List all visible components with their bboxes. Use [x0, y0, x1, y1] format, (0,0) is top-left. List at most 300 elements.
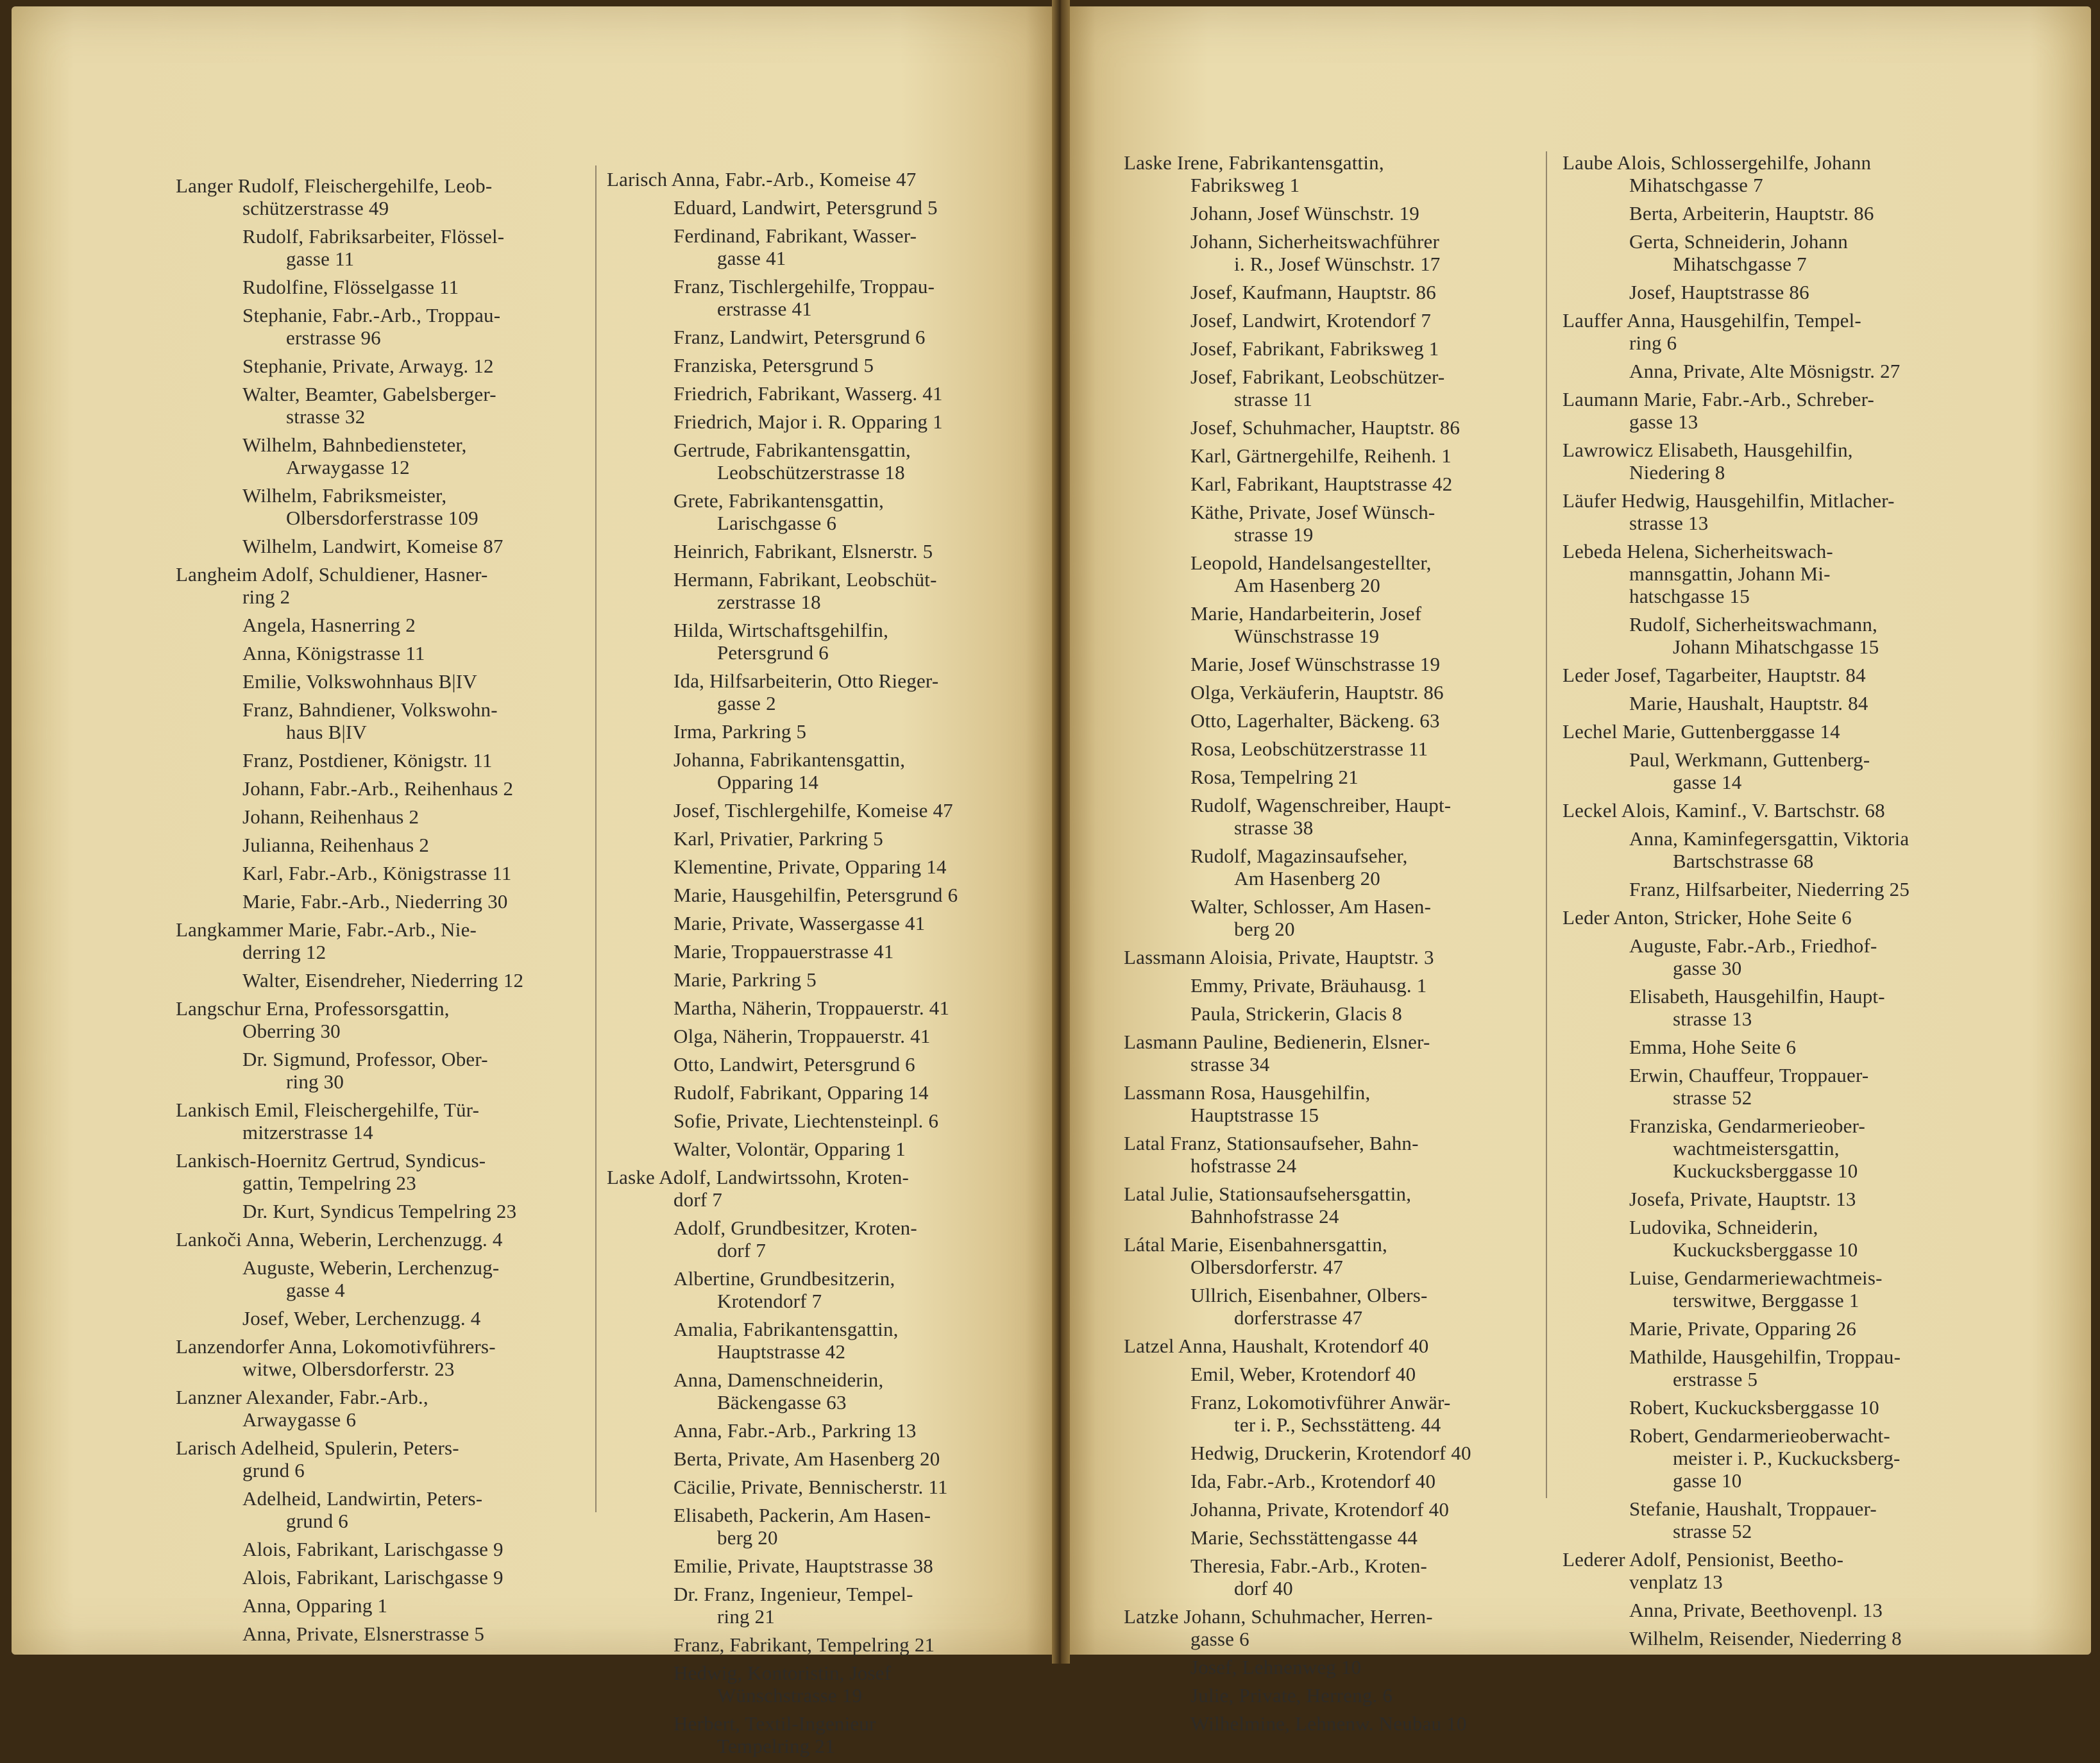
entry-continuation: ring 2 [242, 586, 291, 608]
directory-entry [1124, 473, 1534, 495]
entry-line: Wilhelm, Bahnbediensteter, [242, 434, 467, 456]
entry-line: Julianna, Reihenhaus 2 [242, 834, 430, 856]
entry-continuation: terswitwe, Berggasse 1 [1673, 1289, 1859, 1312]
directory-entry [1562, 906, 1973, 929]
entry-line: Leder Josef, Tagarbeiter, Hauptstr. 84 [1562, 664, 1866, 686]
directory-entry [607, 1712, 1017, 1757]
entry-line: Larisch Adelheid, Spulerin, Peters- [176, 1437, 459, 1459]
entry-line: Karl, Fabr.-Arb., Königstrasse 11 [242, 862, 512, 884]
directory-entry [607, 884, 1017, 906]
entry-line: Franz, Bahndiener, Volkswohn- [242, 698, 498, 721]
directory-entry [1562, 202, 1973, 224]
entry-line: Anna, Königstrasse 11 [242, 642, 425, 664]
entry-line: Lawrowicz Elisabeth, Hausgehilfin, [1562, 439, 1853, 461]
directory-entry [176, 225, 586, 270]
directory-entry [176, 1048, 586, 1093]
directory-entry [1124, 738, 1534, 760]
directory-entry [176, 642, 586, 664]
directory-entry [1124, 1605, 1534, 1650]
directory-entry [1124, 1470, 1534, 1492]
entry-line: Ida, Fabr.-Arb., Krotendorf 40 [1190, 1470, 1436, 1492]
entry-continuation: gasse 11 [286, 248, 355, 270]
entry-line: Johanna, Fabrikantensgattin, [673, 748, 906, 771]
entry-continuation: Wünschstrasse 19 [717, 1684, 863, 1707]
entry-continuation: Niedering 8 [1629, 461, 1725, 484]
entry-line: Lankisch Emil, Fleischergehilfe, Tür- [176, 1099, 480, 1121]
entry-continuation: ring 6 [1629, 332, 1677, 354]
entry-line: Cäcilie, Private, Bennischerstr. 11 [673, 1476, 948, 1498]
entry-continuation: gasse 14 [1673, 771, 1742, 793]
entry-line: Ludovika, Schneiderin, [1629, 1216, 1818, 1238]
entry-continuation: Olbersdorferstr. 47 [1190, 1256, 1343, 1278]
entry-line: Josef, Fabrikant, Leobschützer- [1190, 366, 1445, 388]
entry-line: Laube Alois, Schlossergehilfe, Johann [1562, 151, 1872, 174]
directory-entry [1124, 309, 1534, 332]
entry-continuation: gasse 41 [717, 247, 786, 269]
entry-line: Marie, Fabr.-Arb., Niederring 30 [242, 890, 508, 913]
entry-line: Josef, Lehnenweg 10 [1190, 1656, 1362, 1678]
entry-continuation: strasse 38 [1234, 816, 1314, 839]
entry-continuation: i. R., Josef Wünschstr. 17 [1234, 253, 1441, 275]
entry-line: Marie, Private, Wassergasse 41 [673, 912, 926, 934]
directory-entry [1562, 692, 1973, 714]
entry-line: Wilhelm, Reisender, Niederring 8 [1629, 1627, 1902, 1649]
entry-line: Johann, Reihenhaus 2 [242, 806, 419, 828]
entry-continuation: wachtmeistersgattin, [1673, 1137, 1840, 1160]
directory-entry [1124, 794, 1534, 839]
entry-line: Otto, Lagerhalter, Bäckeng. 63 [1190, 709, 1440, 732]
entry-line: Wilhelm, Landwirt, Komeise 87 [242, 535, 504, 557]
entry-line: Angela, Hasnerring 2 [242, 614, 416, 636]
directory-entry [1562, 360, 1973, 382]
entry-line: Dr. Franz, Ingenieur, Tempel- [673, 1583, 913, 1605]
entry-line: Franziska, Petersgrund 5 [673, 354, 874, 376]
directory-entry [1562, 720, 1973, 743]
entry-line: Marie, Hausgehilfin, Petersgrund 6 [673, 884, 958, 906]
directory-entry [1562, 309, 1973, 354]
directory-entry [176, 1437, 586, 1481]
directory-entry [176, 1566, 586, 1589]
entry-line: Amalia, Fabrikantensgattin, [673, 1318, 899, 1340]
directory-entry [1124, 366, 1534, 410]
entry-continuation: Bäckengasse 63 [717, 1391, 847, 1413]
entry-line: Elisabeth, Hausgehilfin, Haupt- [1629, 985, 1885, 1008]
entry-continuation: strasse 11 [1234, 388, 1313, 410]
entry-line: Leopold, Handelsangestellter, [1190, 552, 1432, 574]
directory-entry [176, 890, 586, 913]
directory-entry [607, 1053, 1017, 1076]
entry-line: Walter, Eisendreher, Niederring 12 [242, 969, 524, 991]
entry-continuation: Bahnhofstrasse 24 [1190, 1205, 1339, 1227]
entry-line: Ullrich, Eisenbahner, Olbers- [1190, 1284, 1428, 1306]
directory-entry [607, 382, 1017, 405]
directory-entry [1562, 1267, 1973, 1312]
directory-entry [176, 1594, 586, 1617]
entry-line: Paul, Werkmann, Guttenberg- [1629, 748, 1870, 771]
entry-line: Latzke Johann, Schuhmacher, Herren- [1124, 1605, 1433, 1628]
entry-continuation: berg 20 [717, 1526, 778, 1549]
directory-entry [1124, 1391, 1534, 1436]
entry-line: Eduard, Landwirt, Petersgrund 5 [673, 196, 938, 219]
entry-line: Sofie, Private, Liechtensteinpl. 6 [673, 1109, 939, 1132]
entry-line: Berta, Arbeiterin, Hauptstr. 86 [1629, 202, 1874, 224]
entry-continuation: gasse 13 [1629, 410, 1698, 433]
entry-continuation: strasse 13 [1629, 512, 1709, 534]
entry-continuation: haus B|IV [286, 721, 367, 743]
directory-entry [607, 1318, 1017, 1363]
directory-entry [1562, 388, 1973, 433]
entry-line: Theresia, Fabr.-Arb., Kroten- [1190, 1555, 1428, 1577]
entry-line: Wilhelm, Fabriksmeister, [242, 484, 447, 507]
entry-line: Josef, Landwirt, Krotendorf 7 [1190, 309, 1432, 332]
entry-line: Robert, Gendarmerieoberwacht- [1629, 1424, 1890, 1447]
directory-entry [1562, 1424, 1973, 1492]
entry-continuation: zerstrasse 18 [717, 591, 821, 613]
directory-entry [1124, 230, 1534, 275]
entry-line: Josef, Fabrikant, Fabriksweg 1 [1190, 337, 1439, 360]
entry-line: Marie, Josef Wünschstrasse 19 [1190, 653, 1441, 675]
directory-column-4 [1562, 151, 1973, 1655]
directory-entry [1124, 1555, 1534, 1599]
entry-continuation: derring 12 [242, 941, 326, 963]
entry-continuation: Leobschützerstrasse 18 [717, 461, 905, 484]
directory-entry [607, 1504, 1017, 1549]
entry-line: Dr. Kurt, Syndicus Tempelring 23 [242, 1200, 517, 1222]
entry-line: Hedwig, Druckerin, Krotendorf 40 [1190, 1442, 1471, 1464]
entry-line: Rudolf, Fabrikant, Opparing 14 [673, 1081, 929, 1104]
entry-continuation: schützerstrasse 49 [242, 197, 389, 219]
directory-entry [176, 1307, 586, 1329]
directory-entry [607, 540, 1017, 562]
entry-continuation: gasse 4 [286, 1279, 345, 1301]
entry-line: Julie, Private, Herreng. 6 [1190, 1684, 1393, 1707]
entry-line: Latal Julie, Stationsaufsehersgattin, [1124, 1183, 1412, 1205]
entry-line: Lanzendorfer Anna, Lokomotivführers- [176, 1335, 496, 1358]
directory-entry [607, 326, 1017, 348]
directory-entry [176, 304, 586, 349]
directory-entry [176, 383, 586, 428]
directory-entry [1562, 439, 1973, 484]
entry-continuation: Kuckucksberggasse 10 [1673, 1238, 1858, 1261]
directory-entry [1124, 1081, 1534, 1126]
entry-line: Anna, Private, Alte Mösnigstr. 27 [1629, 360, 1901, 382]
entry-line: Emil, Weber, Krotendorf 40 [1190, 1363, 1416, 1385]
entry-line: Karl, Gärtnergehilfe, Reihenh. 1 [1190, 444, 1452, 467]
entry-line: Langschur Erna, Professorsgattin, [176, 997, 450, 1020]
entry-line: Anna, Fabr.-Arb., Parkring 13 [673, 1419, 917, 1442]
directory-entry [1562, 613, 1973, 658]
entry-line: Latal Franz, Stationsaufseher, Bahn- [1124, 1132, 1419, 1154]
entry-line: Herbert, Textil-Ingenieur [673, 1712, 876, 1735]
entry-line: Lassmann Rosa, Hausgehilfin, [1124, 1081, 1371, 1104]
entry-line: Laske Adolf, Landwirtssohn, Kroten- [607, 1166, 910, 1188]
directory-entry [1124, 1335, 1534, 1357]
directory-entry [1562, 934, 1973, 979]
directory-column-1 [176, 174, 586, 1651]
directory-entry [1562, 1345, 1973, 1390]
directory-entry [607, 940, 1017, 963]
entry-continuation: Am Hasenberg 20 [1234, 574, 1380, 596]
entry-line: Franziska, Gendarmerieober- [1629, 1115, 1865, 1137]
directory-entry [607, 224, 1017, 269]
directory-entry [607, 489, 1017, 534]
entry-line: Josef, Kaufmann, Hauptstr. 86 [1190, 281, 1436, 303]
directory-entry [1124, 444, 1534, 467]
book-gutter [1052, 0, 1070, 1664]
entry-continuation: mannsgattin, Johann Mi- [1629, 562, 1831, 585]
entry-line: Karl, Fabrikant, Hauptstrasse 42 [1190, 473, 1453, 495]
entry-line: Walter, Volontär, Opparing 1 [673, 1138, 906, 1160]
entry-line: Robert, Kuckucksberggasse 10 [1629, 1396, 1879, 1419]
entry-line: Johann, Sicherheitswachführer [1190, 230, 1440, 253]
directory-entry [607, 1633, 1017, 1656]
entry-continuation: Krotendorf 7 [717, 1290, 822, 1312]
entry-continuation: strasse 52 [1673, 1086, 1752, 1109]
entry-continuation: ring 30 [286, 1070, 344, 1093]
entry-line: Friedrich, Fabrikant, Wasserg. 41 [673, 382, 943, 405]
directory-entry [1124, 1656, 1534, 1678]
entry-line: Lassmann Aloisia, Private, Hauptstr. 3 [1124, 946, 1434, 968]
entry-line: Läufer Hedwig, Hausgehilfin, Mitlacher- [1562, 489, 1895, 512]
entry-line: Franz, Tischlergehilfe, Troppau- [673, 275, 935, 298]
entry-line: Rudolf, Sicherheitswachmann, [1629, 613, 1877, 636]
entry-line: Johann, Josef Wünschstr. 19 [1190, 202, 1419, 224]
entry-line: Walter, Schlosser, Am Hasen- [1190, 895, 1432, 918]
entry-line: Paula, Strickerin, Glacis 8 [1190, 1002, 1402, 1025]
directory-entry [1562, 1115, 1973, 1182]
entry-line: Látal Marie, Eisenbahnersgattin, [1124, 1233, 1387, 1256]
entry-continuation: Johann Mihatschgasse 15 [1673, 636, 1879, 658]
entry-continuation: ter i. P., Sechsstätteng. 44 [1234, 1413, 1441, 1436]
directory-entry [607, 856, 1017, 878]
directory-entry [1124, 1442, 1534, 1464]
column-divider-right [1546, 151, 1547, 1498]
directory-entry [176, 1228, 586, 1251]
entry-line: Lanzner Alexander, Fabr.-Arb., [176, 1386, 428, 1408]
entry-continuation: strasse 19 [1234, 523, 1314, 546]
entry-line: Stephanie, Private, Arwayg. 12 [242, 355, 494, 377]
entry-line: Gerta, Schneiderin, Johann [1629, 230, 1848, 253]
directory-entry [176, 806, 586, 828]
directory-entry [176, 997, 586, 1042]
entry-line: Emma, Hohe Seite 6 [1629, 1036, 1797, 1058]
entry-continuation: dorf 7 [717, 1239, 766, 1261]
directory-entry [1124, 1284, 1534, 1329]
entry-continuation: strasse 13 [1673, 1008, 1752, 1030]
entry-continuation: Oberring 30 [242, 1020, 341, 1042]
entry-line: Anna, Private, Elsnerstrasse 5 [242, 1623, 485, 1645]
directory-entry [176, 1487, 586, 1532]
directory-entry [1562, 827, 1973, 872]
directory-entry [1124, 681, 1534, 704]
entry-continuation: strasse 32 [286, 405, 366, 428]
entry-line: Marie, Handarbeiterin, Josef [1190, 602, 1422, 625]
entry-continuation: erstrasse 41 [717, 298, 812, 320]
directory-entry [176, 698, 586, 743]
entry-line: Lederer Adolf, Pensionist, Beetho- [1562, 1548, 1844, 1571]
entry-line: Lauffer Anna, Hausgehilfin, Tempel- [1562, 309, 1861, 332]
entry-line: Marie, Haushalt, Hauptstr. 84 [1629, 692, 1868, 714]
directory-entry [176, 918, 586, 963]
entry-continuation: Hauptstrasse 15 [1190, 1104, 1319, 1126]
directory-entry [1562, 748, 1973, 793]
directory-entry [607, 1267, 1017, 1312]
directory-entry [607, 799, 1017, 822]
directory-entry [1562, 1627, 1973, 1649]
directory-entry [607, 997, 1017, 1019]
entry-line: Franz, Postdiener, Königstr. 11 [242, 749, 493, 772]
entry-continuation: gasse 10 [1673, 1469, 1742, 1492]
entry-line: Erwin, Chauffeur, Troppauer- [1629, 1064, 1869, 1086]
directory-entry [176, 484, 586, 529]
directory-entry [1562, 1548, 1973, 1593]
directory-entry [1124, 766, 1534, 788]
entry-line: Irma, Parkring 5 [673, 720, 807, 743]
entry-line: Berta, Private, Am Hasenberg 20 [673, 1447, 940, 1470]
directory-entry [1562, 1036, 1973, 1058]
directory-entry [176, 535, 586, 557]
directory-entry [1124, 946, 1534, 968]
entry-line: Laske Irene, Fabrikantensgattin, [1124, 151, 1384, 174]
entry-line: Adelheid, Landwirtin, Peters- [242, 1487, 483, 1510]
entry-line: Stefanie, Haushalt, Troppauer- [1629, 1497, 1877, 1520]
entry-line: Rosa, Tempelring 21 [1190, 766, 1359, 788]
directory-entry [1124, 974, 1534, 997]
entry-continuation: gasse 6 [1190, 1628, 1249, 1650]
entry-line: Anna, Damenschneiderin, [673, 1369, 884, 1391]
entry-line: Lankoči Anna, Weberin, Lerchenzugg. 4 [176, 1228, 503, 1251]
entry-line: Franz, Hilfsarbeiter, Niederring 25 [1629, 878, 1910, 900]
directory-entry [607, 1025, 1017, 1047]
entry-line: Larisch Anna, Fabr.-Arb., Komeise 47 [607, 168, 917, 190]
directory-entry [607, 168, 1017, 190]
directory-entry [1562, 489, 1973, 534]
directory-entry [1124, 845, 1534, 890]
entry-line: Walter, Beamter, Gabelsberger- [242, 383, 496, 405]
directory-entry [1124, 602, 1534, 647]
directory-entry [1124, 653, 1534, 675]
directory-entry [1124, 416, 1534, 439]
entry-line: Alois, Fabrikant, Larischgasse 9 [242, 1566, 504, 1589]
entry-line: Langkammer Marie, Fabr.-Arb., Nie- [176, 918, 477, 941]
entry-continuation: Hauptstrasse 42 [717, 1340, 846, 1363]
entry-continuation: strasse 34 [1190, 1053, 1270, 1076]
entry-continuation: dorf 40 [1234, 1577, 1293, 1599]
entry-line: Luise, Gendarmeriewachtmeis- [1629, 1267, 1883, 1289]
directory-entry [176, 614, 586, 636]
entry-line: Marie, Parkring 5 [673, 968, 817, 991]
entry-line: Wilhelmine, Lehnenw. Neubau 10 [1190, 1712, 1467, 1735]
entry-line: Otto, Landwirt, Petersgrund 6 [673, 1053, 915, 1076]
directory-entry [607, 748, 1017, 793]
entry-line: Johanna, Private, Krotendorf 40 [1190, 1498, 1450, 1521]
directory-entry [1124, 1002, 1534, 1025]
entry-continuation: gasse 2 [717, 692, 776, 714]
directory-entry [1124, 337, 1534, 360]
directory-entry [176, 862, 586, 884]
entry-line: Marie, Troppauerstrasse 41 [673, 940, 894, 963]
entry-continuation: dorferstrasse 47 [1234, 1306, 1363, 1329]
directory-entry [1562, 1599, 1973, 1621]
entry-line: Hedwig, Kontoristin, Josef [673, 1662, 892, 1684]
directory-entry [607, 1447, 1017, 1470]
entry-continuation: hofstrasse 24 [1190, 1154, 1297, 1177]
directory-entry [176, 1200, 586, 1222]
entry-line: Ferdinand, Fabrikant, Wasser- [673, 224, 917, 247]
directory-entry [1562, 985, 1973, 1030]
entry-continuation: Arwaygasse 6 [242, 1408, 357, 1431]
directory-entry [1562, 230, 1973, 275]
entry-continuation: erstrasse 5 [1673, 1368, 1758, 1390]
directory-entry [1562, 540, 1973, 607]
entry-line: Auguste, Weberin, Lerchenzug- [242, 1256, 500, 1279]
entry-continuation: Wünschstrasse 19 [1234, 625, 1380, 647]
directory-entry [607, 439, 1017, 484]
entry-continuation: berg 20 [1234, 918, 1295, 940]
directory-entry [607, 1419, 1017, 1442]
directory-entry [607, 410, 1017, 433]
entry-line: Lechel Marie, Guttenberggasse 14 [1562, 720, 1840, 743]
entry-line: Leder Anton, Stricker, Hohe Seite 6 [1562, 906, 1852, 929]
entry-line: Grete, Fabrikantensgattin, [673, 489, 885, 512]
entry-line: Olga, Näherin, Troppauerstr. 41 [673, 1025, 931, 1047]
entry-continuation: Olbersdorferstrasse 109 [286, 507, 478, 529]
entry-line: Anna, Kaminfegersgattin, Viktoria [1629, 827, 1909, 850]
entry-line: Lebeda Helena, Sicherheitswach- [1562, 540, 1833, 562]
entry-line: Käthe, Private, Josef Wünsch- [1190, 501, 1435, 523]
entry-continuation: grund 6 [242, 1459, 305, 1481]
entry-line: Elisabeth, Packerin, Am Hasen- [673, 1504, 931, 1526]
directory-entry [1124, 151, 1534, 196]
directory-entry [176, 174, 586, 219]
directory-entry [1562, 1317, 1973, 1340]
directory-entry [176, 1099, 586, 1143]
entry-line: Alois, Fabrikant, Larischgasse 9 [242, 1538, 504, 1560]
entry-continuation: Mihatschgasse 7 [1673, 253, 1807, 275]
entry-continuation: gattin, Tempelring 23 [242, 1172, 416, 1194]
directory-entry [176, 276, 586, 298]
directory-entry [607, 619, 1017, 664]
directory-entry [1124, 552, 1534, 596]
entry-line: Rudolf, Magazinsaufseher, [1190, 845, 1408, 867]
entry-line: Anna, Opparing 1 [242, 1594, 388, 1617]
entry-continuation: Kuckucksberggasse 10 [1673, 1160, 1858, 1182]
entry-continuation: grund 6 [286, 1510, 348, 1532]
entry-line: Josef, Tischlergehilfe, Komeise 47 [673, 799, 953, 822]
directory-entry [1124, 501, 1534, 546]
directory-entry [607, 827, 1017, 850]
entry-continuation: strasse 52 [1673, 1520, 1752, 1542]
directory-entry [176, 969, 586, 991]
entry-line: Lankisch-Hoernitz Gertrud, Syndicus- [176, 1149, 486, 1172]
entry-continuation: dorf 7 [673, 1188, 723, 1211]
directory-entry [176, 749, 586, 772]
directory-entry [1562, 664, 1973, 686]
entry-continuation: ring 21 [717, 1605, 775, 1628]
directory-entry [1562, 1497, 1973, 1542]
entry-line: Anna, Private, Beethovenpl. 13 [1629, 1599, 1883, 1621]
directory-entry [607, 1555, 1017, 1577]
entry-line: Hilda, Wirtschaftsgehilfin, [673, 619, 889, 641]
directory-entry [176, 355, 586, 377]
directory-entry [1562, 281, 1973, 303]
directory-entry [1562, 151, 1973, 196]
entry-line: Martha, Näherin, Troppauerstr. 41 [673, 997, 950, 1019]
entry-line: Rudolf, Fabriksarbeiter, Flössel- [242, 225, 505, 248]
entry-continuation: Arwaygasse 12 [286, 456, 410, 478]
entry-line: Ida, Hilfsarbeiterin, Otto Rieger- [673, 670, 939, 692]
entry-line: Marie, Private, Opparing 26 [1629, 1317, 1857, 1340]
